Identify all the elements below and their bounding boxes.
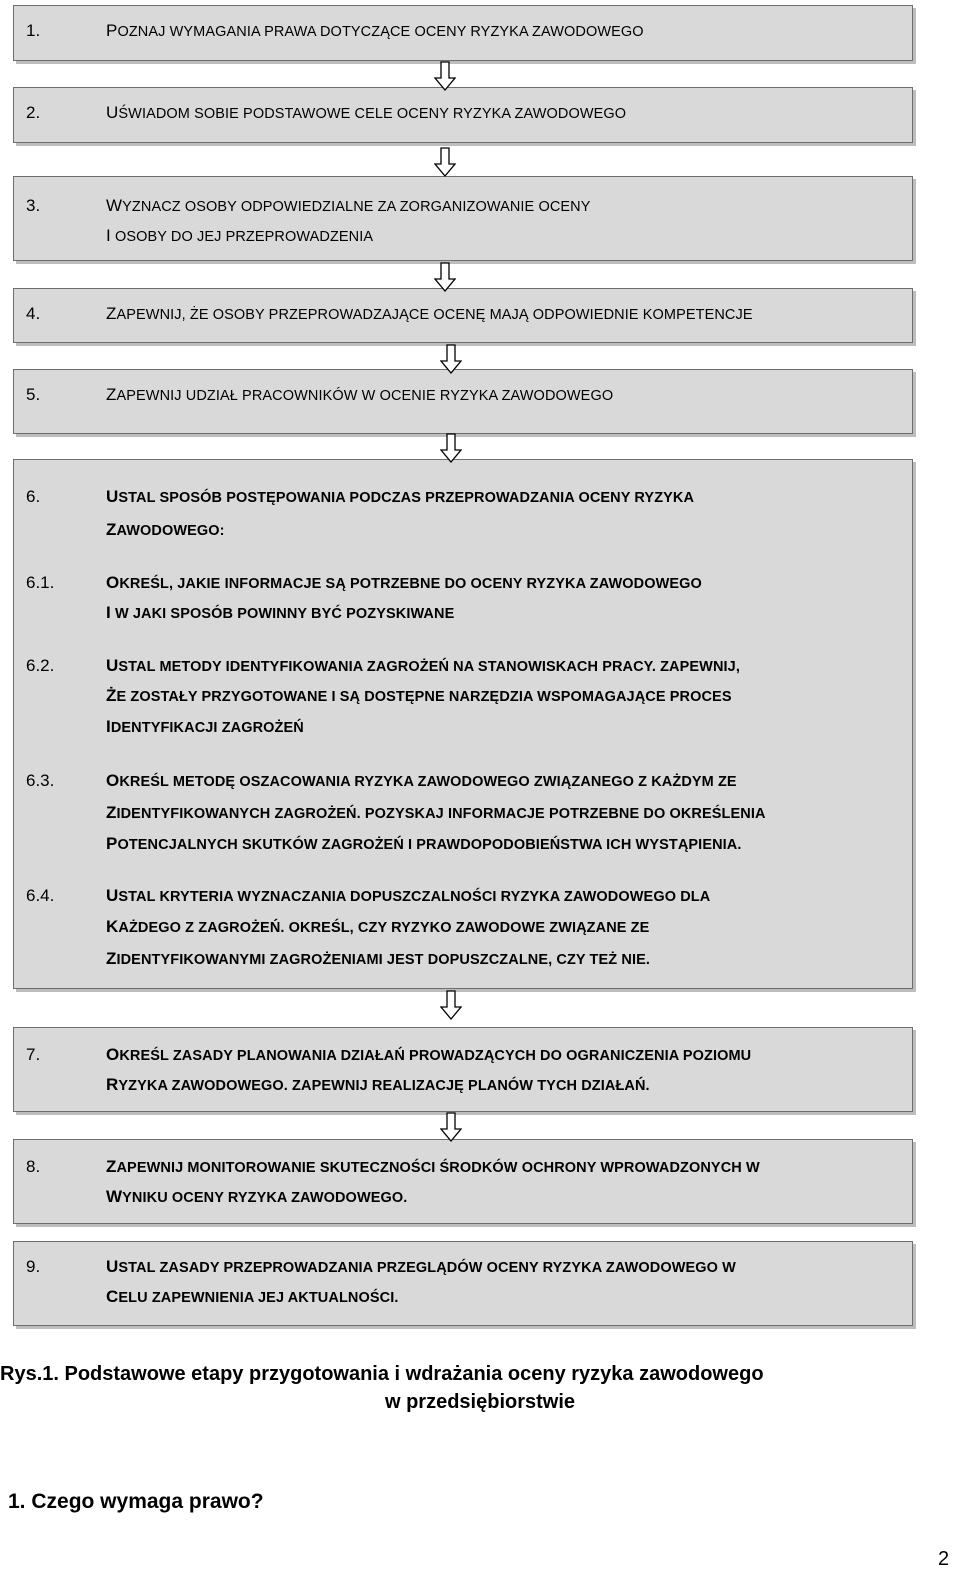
figure-caption-line1: Rys.1. Podstawowe etapy przygotowania i wdrażania oceny ryzyka zawodowego: [0, 1363, 764, 1385]
step-box-4: [13, 288, 913, 343]
step-text-line: I W JAKI SPOSÓB POWINNY BYĆ POZYSKIWANE: [106, 603, 455, 622]
step-number: 2.: [26, 103, 41, 122]
step-box-6: [13, 459, 913, 989]
step-box-8: [13, 1139, 913, 1224]
step-number: 6.2.: [26, 656, 55, 675]
down-arrow-icon: [434, 147, 456, 177]
step-text-line: USTAL SPOSÓB POSTĘPOWANIA PODCZAS PRZEPROWADZANIA OCENY RYZYKA: [106, 487, 695, 506]
down-arrow-icon: [434, 262, 456, 292]
step-text-line: OKREŚL, JAKIE INFORMACJE SĄ POTRZEBNE DO OCENY RYZYKA ZAWODOWEGO: [106, 573, 702, 592]
step-number: 7.: [26, 1045, 41, 1064]
step-text-line: USTAL KRYTERIA WYZNACZANIA DOPUSZCZALNOŚCI RYZYKA ZAWODOWEGO DLA: [106, 886, 711, 905]
step-number: 1.: [26, 21, 41, 40]
step-text-line: UŚWIADOM SOBIE PODSTAWOWE CELE OCENY RYZYKA ZAWODOWEGO: [106, 103, 627, 122]
step-number: 3.: [26, 196, 41, 215]
step-number: 9.: [26, 1257, 41, 1276]
step-box-1: [13, 5, 913, 61]
down-arrow-icon: [440, 433, 462, 463]
step-text-line: POZNAJ WYMAGANIA PRAWA DOTYCZĄCE OCENY RYZYKA ZAWODOWEGO: [106, 21, 644, 40]
page-number: 2: [938, 1548, 950, 1570]
step-box-2: [13, 87, 913, 143]
step-text-line: WYZNACZ OSOBY ODPOWIEDZIALNE ZA ZORGANIZOWANIE OCENY: [106, 196, 591, 215]
step-text-line: RYZYKA ZAWODOWEGO. ZAPEWNIJ REALIZACJĘ PLANÓW TYCH DZIAŁAŃ.: [106, 1075, 650, 1094]
step-text-line: ZAPEWNIJ UDZIAŁ PRACOWNIKÓW W OCENIE RYZYKA ZAWODOWEGO: [106, 385, 614, 404]
step-box-5: [13, 369, 913, 434]
step-text-line: WYNIKU OCENY RYZYKA ZAWODOWEGO.: [106, 1187, 408, 1206]
step-box-3: [13, 176, 913, 261]
step-number: 6.: [26, 487, 41, 506]
step-number: 6.1.: [26, 573, 55, 592]
down-arrow-icon: [440, 344, 462, 374]
step-number: 6.3.: [26, 771, 55, 790]
step-box-7: [13, 1027, 913, 1112]
step-text-line: CELU ZAPEWNIENIA JEJ AKTUALNOŚCI.: [106, 1287, 399, 1306]
step-text-line: POTENCJALNYCH SKUTKÓW ZAGROŻEŃ I PRAWDOPODOBIEŃSTWA ICH WYSTĄPIENIA.: [106, 834, 742, 853]
section-question-heading: 1. Czego wymaga prawo?: [8, 1490, 264, 1513]
step-text-line: ZIDENTYFIKOWANYMI ZAGROŻENIAMI JEST DOPUSZCZALNE, CZY TEŻ NIE.: [106, 949, 650, 968]
figure-caption-line2: w przedsiębiorstwie: [384, 1391, 576, 1413]
down-arrow-icon: [440, 990, 462, 1020]
step-text-line: KAŻDEGO Z ZAGROŻEŃ. OKREŚL, CZY RYZYKO ZAWODOWE ZWIĄZANE ZE: [106, 917, 650, 936]
step-number: 4.: [26, 304, 41, 323]
step-text-line: ŻE ZOSTAŁY PRZYGOTOWANE I SĄ DOSTĘPNE NARZĘDZIA WSPOMAGAJĄCE PROCES: [106, 686, 732, 705]
down-arrow-icon: [434, 61, 456, 91]
step-text-line: OKREŚL ZASADY PLANOWANIA DZIAŁAŃ PROWADZĄCYCH DO OGRANICZENIA POZIOMU: [106, 1045, 752, 1064]
step-text-line: ZAPEWNIJ MONITOROWANIE SKUTECZNOŚCI ŚRODKÓW OCHRONY WPROWADZONYCH W: [106, 1157, 760, 1176]
step-number: 8.: [26, 1157, 41, 1176]
step-number: 5.: [26, 385, 41, 404]
step-number: 6.4.: [26, 886, 55, 905]
down-arrow-icon: [440, 1112, 462, 1142]
step-box-9: [13, 1241, 913, 1326]
step-text-line: IDENTYFIKACJI ZAGROŻEŃ: [106, 717, 304, 736]
step-text-line: ZAWODOWEGO:: [106, 520, 225, 539]
step-text-line: USTAL METODY IDENTYFIKOWANIA ZAGROŻEŃ NA STANOWISKACH PRACY. ZAPEWNIJ,: [106, 656, 740, 675]
step-text-line: I OSOBY DO JEJ PRZEPROWADZENIA: [106, 226, 374, 245]
step-text-line: ZAPEWNIJ, ŻE OSOBY PRZEPROWADZAJĄCE OCENĘ MAJĄ ODPOWIEDNIE KOMPETENCJE: [106, 304, 753, 323]
step-text-line: OKREŚL METODĘ OSZACOWANIA RYZYKA ZAWODOWEGO ZWIĄZANEGO Z KAŻDYM ZE: [106, 771, 737, 790]
step-text-line: USTAL ZASADY PRZEPROWADZANIA PRZEGLĄDÓW OCENY RYZYKA ZAWODOWEGO W: [106, 1257, 736, 1276]
step-text-line: ZIDENTYFIKOWANYCH ZAGROŻEŃ. POZYSKAJ INFORMACJE POTRZEBNE DO OKREŚLENIA: [106, 803, 766, 822]
